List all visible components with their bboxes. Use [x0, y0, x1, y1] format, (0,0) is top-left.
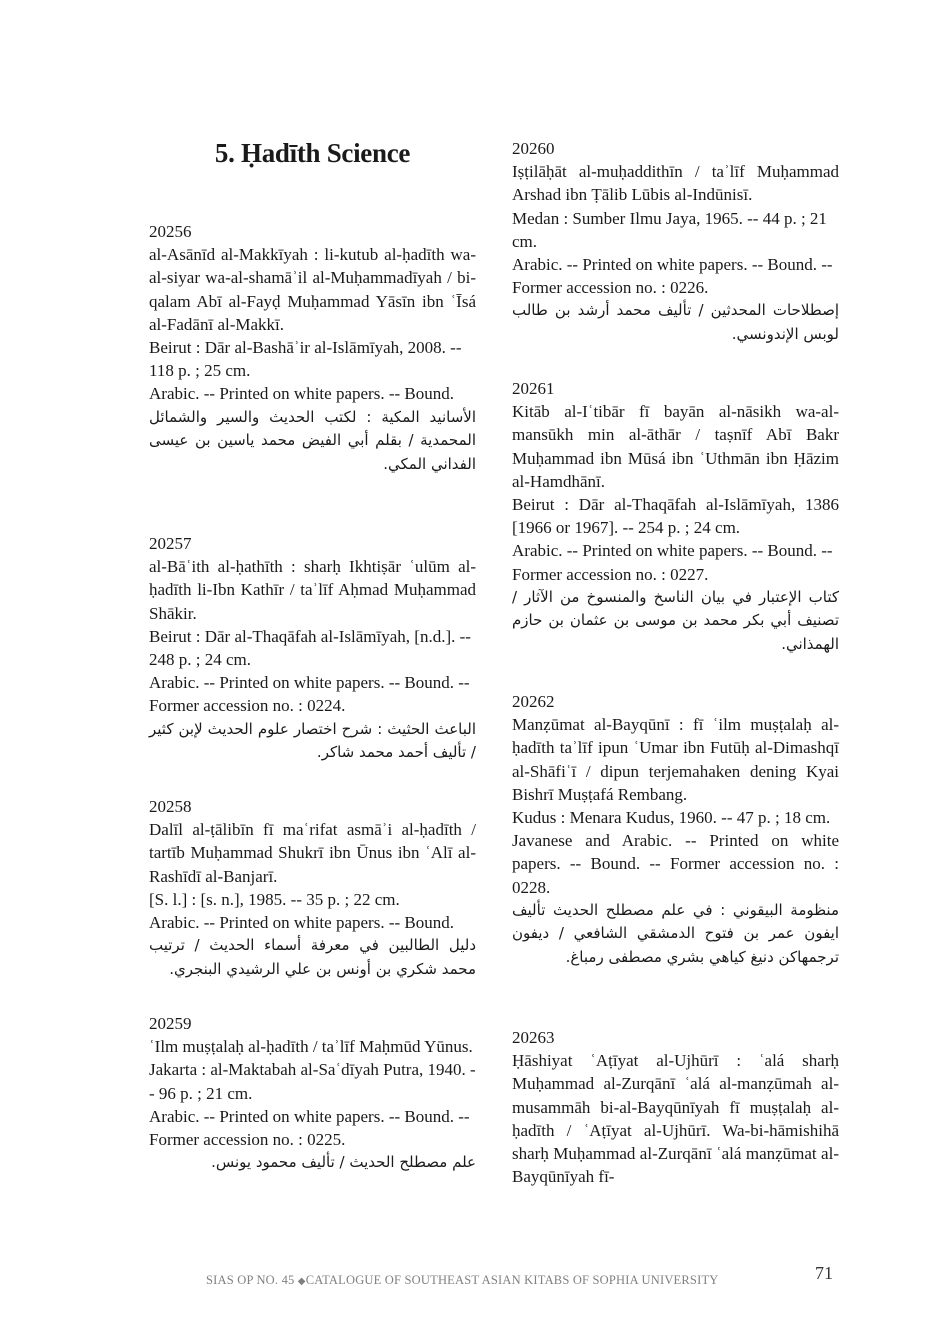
entry-number: 20262: [512, 692, 555, 711]
entry-arabic-title: علم مصطلح الحديث / تأليف محمود يونس.: [211, 1153, 476, 1172]
entry-arabic-title: كتاب الإعتبار في بيان الناسخ والمنسوخ من الآثار / تصنيف أبي بكر محمد بن موسى بن عثمان بن حازم الهمذاني.: [512, 587, 839, 653]
entry-title: Kitāb al-Iʿtibār fī bayān al-nāsikh wa-al-mansūkh min al-āthār / taṣnīf Abī Bakr Muḥammad ibn Mūsá ibn ʿUthmān ibn Ḥāzim al-Hamdhānī.: [512, 402, 839, 491]
page-number: 71: [815, 1263, 833, 1283]
entry-title: ʿIlm muṣṭalaḥ al-ḥadīth / taʾlīf Maḥmūd Yūnus.: [149, 1037, 473, 1057]
entry-title: Manẓūmat al-Bayqūnī : fī ʿilm muṣṭalaḥ al-ḥadīth taʾlīf ipun ʿUmar ibn Futūḥ al-Dimashqī al-Shāfiʿī / dipun terjemahaken dening Kyai Bishrī Muṣṭafá Rembang.: [512, 715, 839, 804]
entry-title: al-Asānīd al-Makkīyah : li-kutub al-ḥadīth wa-al-siyar wa-al-shamāʾil al-Muḥammadīyah / bi-qalam Abī al-Fayḍ Muḥammad Yāsīn ibn ʿĪsá al-Fadānī al-Makkī.: [149, 245, 476, 334]
entry-number: 20263: [512, 1028, 555, 1047]
entry-title: Dalīl al-ṭālibīn fī maʿrifat asmāʾi al-ḥadīth / tartīb Muḥammad Shukrī ibn Ūnus ibn ʿAlī al-Rashīdī al-Banjarī.: [149, 820, 476, 886]
catalog-entry-20257: [149, 532, 476, 765]
diamond-icon: ◆: [297, 1276, 306, 1287]
entry-notes: Arabic. -- Printed on white papers. -- Bound. -- Former accession no. : 0227.: [512, 541, 833, 584]
entry-imprint: Beirut : Dār al-Thaqāfah al-Islāmīyah, [n.d.]. -- 248 p. ; 24 cm.: [149, 626, 471, 670]
entry-imprint: Beirut : Dār al-Thaqāfah al-Islāmīyah, 1386 [1966 or 1967]. -- 254 p. ; 24 cm.: [512, 495, 839, 538]
entry-arabic-title: إصطلاحات المحدثين / تأليف محمد أرشد بن طالب لوبس الإندونسي.: [512, 301, 839, 343]
running-footer: [206, 1273, 719, 1288]
catalog-entry-20261: [512, 377, 839, 656]
entry-number: 20256: [149, 222, 192, 241]
section-title: 5. Ḥadīth Science: [214, 138, 411, 168]
entry-number: 20261: [512, 379, 555, 398]
entry-arabic-title: الباعث الحثيث : شرح اختصار علوم الحديث لإبن كثير / تأليف أحمد محمد شاكر.: [149, 719, 476, 762]
catalog-entry-20259: [149, 1012, 476, 1175]
entry-arabic-title: دليل الطالبين في معرفة أسماء الحديث / ترتيب محمد شكري بن أونس بن علي الرشيدي البنجري.: [149, 936, 476, 978]
entry-imprint: [S. l.] : [s. n.], 1985. -- 35 p. ; 22 cm.: [149, 889, 400, 909]
entry-arabic-title: منظومة البيقوني : في علم مصطلح الحديث تأليف ايفون عمر بن فتوح الدمشقي الشافعي / ديفون ترجمهاكن دنيغ كياهي بشري مصطفى رمباغ.: [512, 900, 839, 966]
entry-imprint: Kudus : Menara Kudus, 1960. -- 47 p. ; 18 cm.: [512, 808, 831, 828]
entry-notes: Arabic. -- Printed on white papers. -- Bound.: [149, 384, 454, 404]
entry-arabic-title: الأسانيد المكية : لكتب الحديث والسير والشمائل المحمدية / بقلم أبي الفيض محمد ياسين بن عيسى الفداني المكي.: [149, 407, 476, 473]
entry-notes: Arabic. -- Printed on white papers. -- Bound.: [149, 913, 454, 933]
catalog-entry-20260: [512, 137, 839, 346]
entry-title: Ḥāshiyat ʿAṭīyat al-Ujhūrī : ʿalá sharḥ Muḥammad al-Zurqānī ʿalá al-manẓūmah al-musammāh bi-al-Bayqūnīyah fī muṣṭalaḥ al-ḥadīth / ʿAṭīyat al-Ujhūrī. Wa-bi-hāmishihā sharḥ Muḥammad al-Zurqānī ʿalá manẓūmat al-Bayqūnīyah fī-: [512, 1051, 839, 1187]
catalog-entry-20258: [149, 795, 476, 981]
entry-number: 20258: [149, 797, 192, 816]
entry-imprint: Beirut : Dār al-Bashāʾir al-Islāmīyah, 2008. -- 118 p. ; 25 cm.: [149, 338, 462, 381]
entry-title: al-Bāʿith al-ḥathīth : sharḥ Ikhtiṣār ʿulūm al-ḥadīth li-Ibn Kathīr / taʾlīf Aḥmad Muḥammad Shākir.: [149, 557, 476, 623]
entry-number: 20259: [149, 1014, 192, 1033]
catalogue-title: CATALOGUE OF SOUTHEAST ASIAN KITABS OF SOPHIA UNIVERSITY: [305, 1273, 719, 1287]
entry-notes: Arabic. -- Printed on white papers. -- Bound. -- Former accession no. : 0224.: [149, 673, 470, 716]
entry-notes: Arabic. -- Printed on white papers. -- Bound. -- Former accession no. : 0225.: [149, 1106, 470, 1150]
entry-title: Iṣṭilāḥāt al-muḥaddithīn / taʾlīf Muḥammad Arshad ibn Ṭālib Lūbis al-Indūnisī.: [512, 162, 839, 205]
catalog-entry-20256: [149, 220, 476, 476]
catalog-entry-20263: [512, 1026, 839, 1188]
entry-number: 20257: [149, 534, 192, 553]
entry-imprint: Medan : Sumber Ilmu Jaya, 1965. -- 44 p. ; 21 cm.: [512, 208, 827, 251]
entry-notes: Javanese and Arabic. -- Printed on white papers. -- Bound. -- Former accession no. : 0228.: [512, 831, 839, 897]
entry-number: 20260: [512, 139, 555, 158]
catalog-entry-20262: [512, 690, 839, 969]
entry-notes: Arabic. -- Printed on white papers. -- Bound. -- Former accession no. : 0226.: [512, 255, 833, 298]
entry-imprint: Jakarta : al-Maktabah al-Saʿdīyah Putra, 1940. -- 96 p. ; 21 cm.: [149, 1060, 476, 1103]
series-label: SIAS OP NO. 45: [206, 1273, 295, 1287]
